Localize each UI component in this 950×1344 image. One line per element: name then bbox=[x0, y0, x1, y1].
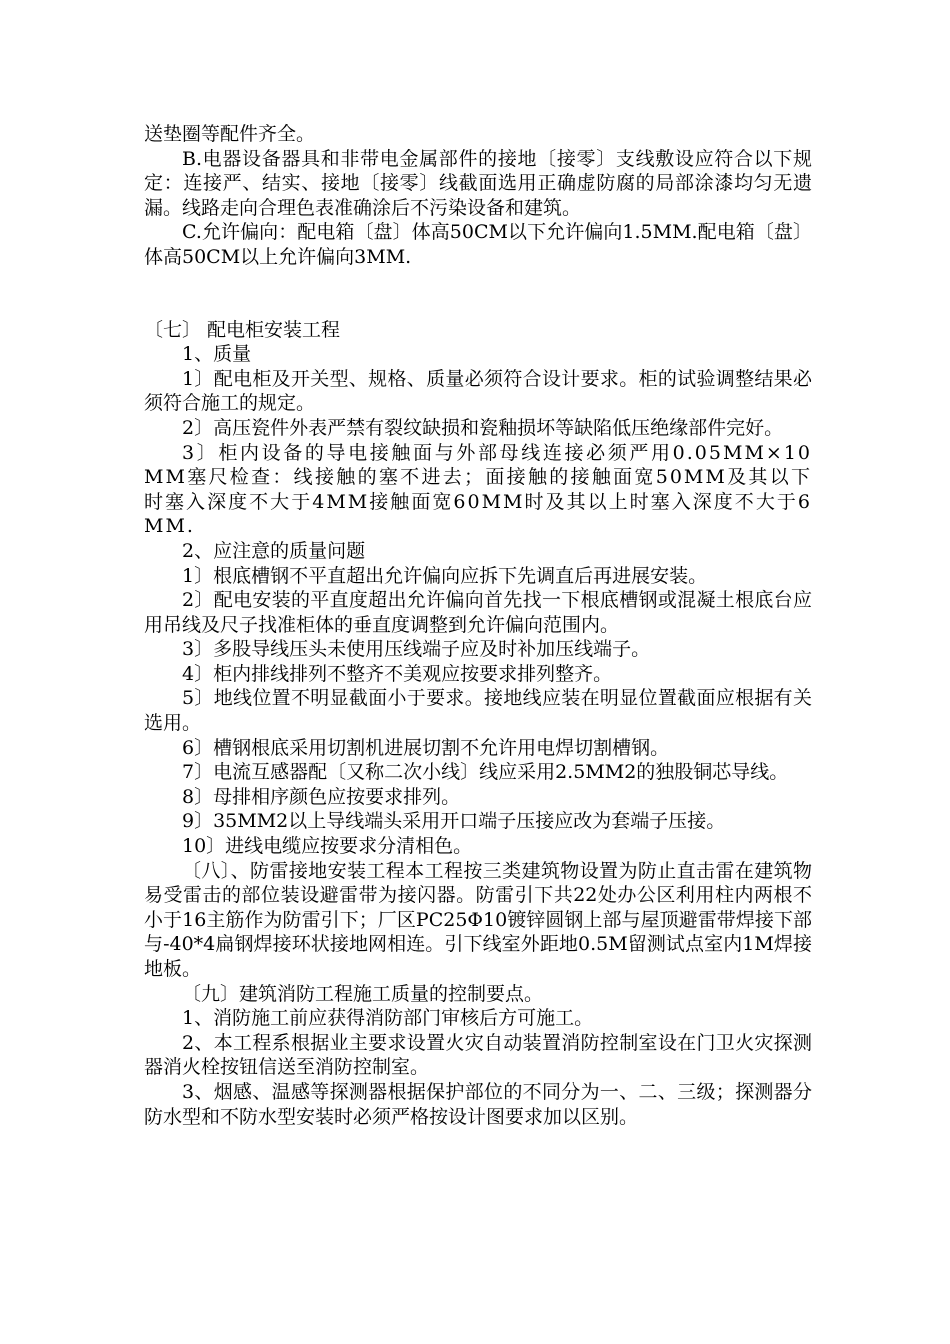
paragraph-fire-heading: 〔九〕建筑消防工程施工质量的控制要点。 bbox=[182, 982, 544, 1005]
section-gap bbox=[144, 270, 812, 318]
paragraph-issue-10: 10〕进线电缆应按要求分清相色。 bbox=[182, 835, 473, 858]
paragraph-issue-2: 2〕配电安装的平直度超出允许偏向首先找一下根底槽钢或混凝土根底台应用吊线及尺子找准柜体的垂直度调整到允许偏向范围内。 bbox=[144, 589, 812, 636]
paragraph-fire-1: 1、消防施工前应获得消防部门审核后方可施工。 bbox=[182, 1007, 594, 1030]
paragraph-issue-6: 6〕槽钢根底采用切割机进展切割不允许用电焊切割槽钢。 bbox=[182, 736, 670, 759]
paragraph-quality-2: 2〕高压瓷件外表严禁有裂纹缺损和瓷釉损坏等缺陷低压绝缘部件完好。 bbox=[182, 416, 784, 439]
section-heading-7: 〔七〕 配电柜安装工程 bbox=[144, 318, 341, 341]
paragraph-issue-4: 4〕柜内排线排列不整齐不美观应按要求排列整齐。 bbox=[182, 662, 613, 685]
paragraph-top-0: 送垫圈等配件齐全。 bbox=[144, 123, 316, 145]
paragraph-top-1: B.电器设备器具和非带电金属部件的接地〔接零〕支线敷设应符合以下规定：连接严、结实、接地〔接零〕线截面选用正确虚防腐的局部涂漆均匀无遗漏。线路走向合理色表准确涂后不污染设备和建筑。 bbox=[144, 147, 812, 219]
document-body bbox=[144, 122, 812, 1129]
paragraph-issues-heading: 2、应注意的质量问题 bbox=[182, 539, 366, 562]
paragraph-issue-3: 3〕多股导线压头未使用压线端子应及时补加压线端子。 bbox=[182, 638, 651, 661]
paragraph-top-2: C.允许偏向：配电箱〔盘〕体高50CM以下允许偏向1.5MM.配电箱〔盘〕体高50CM以上允许偏向3MM. bbox=[144, 221, 812, 268]
paragraph-issue-1: 1〕根底槽钢不平直超出允许偏向应拆下先调直后再进展安装。 bbox=[182, 564, 708, 587]
paragraph-quality-1: 1〕配电柜及开关型、规格、质量必须符合设计要求。柜的试验调整结果必须符合施工的规定。 bbox=[144, 367, 812, 415]
paragraph-issue-5: 5〕地线位置不明显截面小于要求。接地线应装在明显位置截面应根据有关选用。 bbox=[144, 687, 812, 735]
paragraph-issue-9: 9〕35MM2以上导线端头采用开口端子压接应改为套端子压接。 bbox=[182, 810, 726, 833]
paragraph-issue-8: 8〕母排相序颜色应按要求排列。 bbox=[182, 785, 461, 808]
paragraph-lightning-protection: 〔八〕、防雷接地安装工程本工程按三类建筑物设置为防止直击雷在建筑物易受雷击的部位装设避雷带为接闪器。防雷引下共22处办公区利用柱内两根不小于16主筋作为防雷引下；厂区PC25Φ10镀锌圆钢上部与屋顶避雷带焊接下部与-40*4扁钢焊接环状接地网相连。引下线室外距地0.5M留测试点室内1M焊接地板。 bbox=[144, 859, 812, 980]
paragraph-issue-7: 7〕电流互感器配〔又称二次小线〕线应采用2.5MM2的独股铜芯导线。 bbox=[182, 761, 789, 784]
paragraph-fire-2: 2、本工程系根据业主要求设置火灾自动装置消防控制室设在门卫火灾探测器消火栓按钮信送至消防控制室。 bbox=[144, 1031, 812, 1079]
paragraph-fire-3: 3、烟感、温感等探测器根据保护部位的不同分为一、二、三级；探测器分防水型和不防水型安装时必须严格按设计图要求加以区别。 bbox=[144, 1080, 812, 1128]
paragraph-quality-3: 3〕柜内设备的导电接触面与外部母线连接必须严用0.05MM×10MM塞尺检查：线接触的塞不进去；面接触的接触面宽50MM及其以下时塞入深度不大于4MM接触面宽60MM时及其以上时塞入深度不大于6MM. bbox=[144, 441, 812, 538]
paragraph-quality-heading: 1、质量 bbox=[182, 343, 252, 366]
